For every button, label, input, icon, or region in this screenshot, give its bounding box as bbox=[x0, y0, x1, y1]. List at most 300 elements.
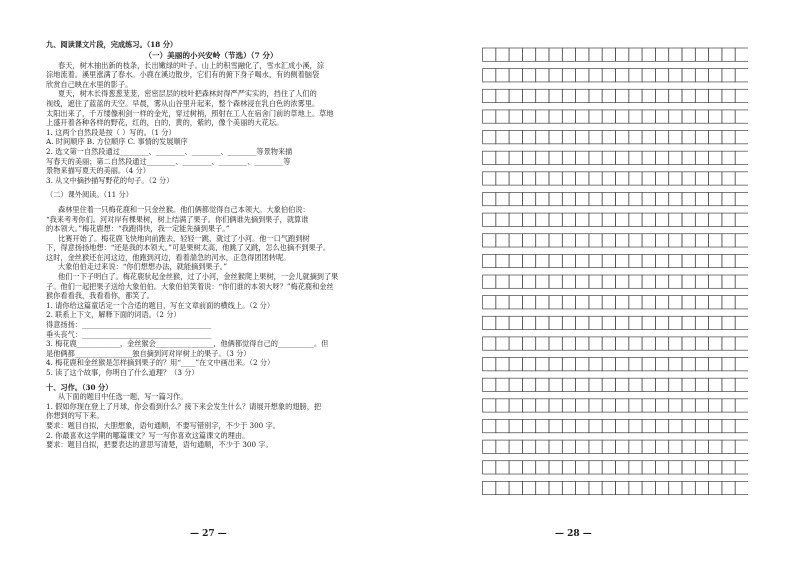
grid-cell bbox=[695, 48, 708, 61]
grid-cell bbox=[589, 378, 602, 391]
grid-cell bbox=[655, 254, 668, 267]
grid-cell bbox=[669, 69, 682, 82]
grid-cell bbox=[629, 192, 642, 205]
grid-cell bbox=[536, 481, 549, 494]
grid-cell bbox=[562, 316, 575, 329]
grid-cell bbox=[576, 399, 589, 412]
grid-cell bbox=[695, 378, 708, 391]
grid-cell bbox=[536, 296, 549, 309]
grid-cell bbox=[549, 254, 562, 267]
grid-cell bbox=[695, 419, 708, 432]
grid-cell bbox=[536, 275, 549, 288]
grid-cell bbox=[722, 69, 735, 82]
grid-cell bbox=[682, 399, 695, 412]
grid-cell bbox=[549, 419, 562, 432]
grid-cell bbox=[496, 110, 509, 123]
grid-cell bbox=[682, 337, 695, 350]
grid-cell bbox=[602, 275, 615, 288]
grid-cell bbox=[549, 192, 562, 205]
grid-cell bbox=[602, 461, 615, 474]
passage2-line: 这时，金丝猴还在河这边，他跑到河边，看着湍急的河水，正急得团团转呢。 bbox=[46, 252, 291, 262]
grid-cell bbox=[562, 89, 575, 102]
grid-cell bbox=[695, 89, 708, 102]
grid-cell bbox=[735, 316, 748, 329]
grid-cell bbox=[562, 440, 575, 453]
grid-cell bbox=[496, 358, 509, 371]
grid-cell bbox=[642, 358, 655, 371]
grid-cell bbox=[655, 192, 668, 205]
grid-cell bbox=[562, 110, 575, 123]
grid-cell bbox=[629, 110, 642, 123]
grid-cell bbox=[589, 461, 602, 474]
grid-cell bbox=[602, 419, 615, 432]
grid-cell bbox=[722, 254, 735, 267]
grid-cell bbox=[669, 399, 682, 412]
grid-cell bbox=[602, 69, 615, 82]
grid-cell bbox=[576, 481, 589, 494]
question-line: 5. 读了这个故事，你明白了什么道理？（3 分） bbox=[46, 368, 199, 377]
grid-cell bbox=[642, 481, 655, 494]
grid-cell bbox=[682, 48, 695, 61]
grid-cell bbox=[695, 399, 708, 412]
grid-cell bbox=[616, 481, 629, 494]
grid-cell bbox=[509, 419, 522, 432]
grid-cell bbox=[722, 234, 735, 247]
grid-cell bbox=[483, 419, 496, 432]
grid-cell bbox=[642, 254, 655, 267]
grid-cell bbox=[695, 192, 708, 205]
grid-cell bbox=[549, 234, 562, 247]
grid-cell bbox=[549, 358, 562, 371]
grid-cell bbox=[735, 296, 748, 309]
grid-cell bbox=[709, 461, 722, 474]
grid-cell bbox=[722, 358, 735, 371]
grid-cell bbox=[522, 110, 535, 123]
grid-cell bbox=[483, 48, 496, 61]
grid-cell bbox=[536, 110, 549, 123]
grid-cell bbox=[483, 213, 496, 226]
grid-cell bbox=[522, 296, 535, 309]
grid-cell bbox=[642, 399, 655, 412]
composition-line: 从下面的题目中任选一题，写一篇习作。 bbox=[58, 392, 188, 402]
grid-cell bbox=[602, 254, 615, 267]
grid-cell bbox=[709, 172, 722, 185]
grid-cell bbox=[616, 316, 629, 329]
grid-cell bbox=[483, 440, 496, 453]
grid-cell bbox=[669, 419, 682, 432]
passage2-line: 下，得意扬扬地想：“还是我的本领大。”可是果树太高，他跳了又跳，怎么也摘不到果子。 bbox=[46, 243, 331, 253]
grid-cell bbox=[536, 461, 549, 474]
grid-cell bbox=[483, 358, 496, 371]
grid-cell bbox=[509, 481, 522, 494]
grid-cell bbox=[682, 440, 695, 453]
grid-cell bbox=[522, 69, 535, 82]
passage2-line: 子。他们一起把果子送给大象伯伯。大象伯伯笑着说：“你们谁的本领大呀？”梅花鹿和金丝 bbox=[46, 281, 334, 291]
grid-cell bbox=[576, 69, 589, 82]
grid-cell bbox=[522, 461, 535, 474]
grid-cell bbox=[616, 151, 629, 164]
passage1-line: 上盛开着各种各样的野花，红的，白的，黄的，紫的，像个美丽的大花坛。 bbox=[46, 118, 284, 128]
grid-cell bbox=[576, 172, 589, 185]
grid-cell bbox=[562, 254, 575, 267]
grid-cell bbox=[536, 213, 549, 226]
grid-cell bbox=[509, 275, 522, 288]
grid-cell bbox=[709, 358, 722, 371]
grid-cell bbox=[616, 89, 629, 102]
grid-cell bbox=[536, 192, 549, 205]
grid-cell bbox=[536, 378, 549, 391]
grid-cell bbox=[616, 399, 629, 412]
grid-cell bbox=[709, 440, 722, 453]
grid-cell bbox=[496, 337, 509, 350]
grid-cell bbox=[642, 461, 655, 474]
grid-cell bbox=[589, 337, 602, 350]
grid-cell bbox=[509, 399, 522, 412]
grid-cell bbox=[709, 399, 722, 412]
grid-cell bbox=[562, 48, 575, 61]
composition-line: 要求：题目自拟，大胆想象，语句通顺，不要写错别字，不少于 300 字。 bbox=[46, 420, 280, 430]
grid-cell bbox=[522, 316, 535, 329]
grid-cell bbox=[655, 399, 668, 412]
grid-cell bbox=[602, 234, 615, 247]
grid-cell bbox=[562, 131, 575, 144]
grid-cell bbox=[509, 461, 522, 474]
grid-cell bbox=[682, 461, 695, 474]
grid-cell bbox=[669, 151, 682, 164]
grid-cell bbox=[642, 296, 655, 309]
grid-cell bbox=[576, 192, 589, 205]
grid-cell bbox=[576, 358, 589, 371]
grid-cell bbox=[722, 89, 735, 102]
grid-cell bbox=[722, 151, 735, 164]
grid-cell bbox=[682, 316, 695, 329]
grid-cell bbox=[602, 481, 615, 494]
grid-cell bbox=[522, 440, 535, 453]
question-line: A. 时间顺序 B. 方位顺序 C. 事情的发展顺序 bbox=[46, 137, 188, 147]
grid-cell bbox=[695, 296, 708, 309]
grid-cell bbox=[669, 481, 682, 494]
grid-cell bbox=[629, 419, 642, 432]
grid-cell bbox=[722, 48, 735, 61]
grid-cell bbox=[722, 172, 735, 185]
grid-cell bbox=[496, 69, 509, 82]
grid-cell bbox=[536, 234, 549, 247]
grid-cell bbox=[735, 151, 748, 164]
grid-cell bbox=[629, 378, 642, 391]
grid-cell bbox=[722, 316, 735, 329]
question-line: 4. 梅花鹿和金丝猴是怎样摘到果子的？用“____”在文中画出来。（2 分） bbox=[46, 358, 275, 368]
section10-header: 十、习作。（30 分） bbox=[46, 382, 113, 392]
grid-cell bbox=[655, 481, 668, 494]
grid-cell bbox=[496, 213, 509, 226]
grid-cell bbox=[496, 89, 509, 102]
grid-cell bbox=[735, 213, 748, 226]
grid-cell bbox=[629, 337, 642, 350]
grid-cell bbox=[722, 192, 735, 205]
grid-cell bbox=[522, 337, 535, 350]
grid-cell bbox=[709, 296, 722, 309]
grid-cell bbox=[642, 234, 655, 247]
grid-cell bbox=[602, 172, 615, 185]
grid-cell bbox=[642, 89, 655, 102]
composition bbox=[46, 392, 376, 450]
questions1 bbox=[46, 128, 376, 186]
grid-cell bbox=[655, 69, 668, 82]
grid-cell bbox=[669, 172, 682, 185]
grid-cell bbox=[735, 234, 748, 247]
grid-cell bbox=[549, 110, 562, 123]
grid-cell bbox=[669, 110, 682, 123]
grid-cell bbox=[695, 69, 708, 82]
grid-cell bbox=[655, 337, 668, 350]
grid-cell bbox=[522, 213, 535, 226]
grid-cell bbox=[722, 337, 735, 350]
grid-cell bbox=[642, 419, 655, 432]
grid-cell bbox=[496, 48, 509, 61]
grid-cell bbox=[522, 358, 535, 371]
grid-cell bbox=[602, 131, 615, 144]
grid-cell bbox=[616, 296, 629, 309]
grid-cell bbox=[509, 110, 522, 123]
question-line: 景物来描写夏天的美丽。（4 分） bbox=[46, 166, 150, 176]
grid-cell bbox=[562, 213, 575, 226]
grid-cell bbox=[589, 254, 602, 267]
grid-cell bbox=[509, 48, 522, 61]
grid-cell bbox=[562, 69, 575, 82]
grid-cell bbox=[483, 378, 496, 391]
grid-cell bbox=[735, 461, 748, 474]
grid-cell bbox=[589, 48, 602, 61]
grid-cell bbox=[562, 275, 575, 288]
grid-cell bbox=[589, 192, 602, 205]
passage1-line: 淙地流着。溪里涨满了春水。小鹿在溪边散步，它们有的俯下身子喝水，有的侧着脑袋 bbox=[46, 70, 320, 80]
grid-cell bbox=[655, 378, 668, 391]
grid-cell bbox=[735, 48, 748, 61]
grid-cell bbox=[642, 316, 655, 329]
grid-cell bbox=[669, 440, 682, 453]
grid-cell bbox=[629, 48, 642, 61]
question-line: 1. 请你给这篇童话定一个合适的题目，写在文章前面的横线上。（2 分） bbox=[46, 300, 275, 310]
grid-cell bbox=[509, 192, 522, 205]
grid-cell bbox=[602, 110, 615, 123]
grid-cell bbox=[629, 89, 642, 102]
grid-cell bbox=[616, 254, 629, 267]
grid-cell bbox=[642, 192, 655, 205]
grid-cell bbox=[722, 399, 735, 412]
grid-cell bbox=[735, 131, 748, 144]
question-line: 写春天的美丽；第二自然段通过________、________、________、________等 bbox=[46, 156, 291, 166]
grid-cell bbox=[616, 234, 629, 247]
grid-cell bbox=[669, 213, 682, 226]
grid-cell bbox=[695, 275, 708, 288]
grid-cell bbox=[642, 440, 655, 453]
writing-grid-svg bbox=[482, 47, 748, 501]
grid-cell bbox=[629, 316, 642, 329]
grid-cell bbox=[483, 275, 496, 288]
grid-cell bbox=[629, 234, 642, 247]
grid-cell bbox=[589, 275, 602, 288]
grid-cell bbox=[522, 131, 535, 144]
grid-cell bbox=[509, 234, 522, 247]
grid-cell bbox=[629, 399, 642, 412]
passage1-line: 夏天，树木长得葱葱茏茏，密密层层的枝叶把森林封得严严实实的，挡住了人们的 bbox=[58, 89, 317, 99]
grid-cell bbox=[722, 296, 735, 309]
grid-cell bbox=[655, 89, 668, 102]
grid-cell bbox=[496, 131, 509, 144]
grid-cell bbox=[629, 254, 642, 267]
grid-cell bbox=[642, 378, 655, 391]
composition-line: 要求：题目自拟，把要表达的意思写清楚，语句通顺，不少于 300 字。 bbox=[46, 440, 273, 450]
grid-cell bbox=[722, 419, 735, 432]
grid-cell bbox=[562, 234, 575, 247]
grid-cell bbox=[616, 378, 629, 391]
grid-cell bbox=[629, 69, 642, 82]
grid-cell bbox=[483, 234, 496, 247]
grid-cell bbox=[655, 275, 668, 288]
grid-cell bbox=[536, 399, 549, 412]
passage2-line: “我来考考你们。河对岸有棵果树，树上结满了果子。你们俩谁先摘到果子，就算谁 bbox=[46, 214, 309, 224]
grid-cell bbox=[695, 337, 708, 350]
grid-cell bbox=[682, 69, 695, 82]
grid-cell bbox=[642, 275, 655, 288]
grid-cell bbox=[549, 172, 562, 185]
grid-cell bbox=[695, 481, 708, 494]
grid-cell bbox=[536, 172, 549, 185]
question-line: 垂头丧气：____________________________________ bbox=[46, 329, 212, 339]
question-line: 得意扬扬：____________________________________ bbox=[46, 320, 212, 330]
grid-cell bbox=[642, 172, 655, 185]
grid-cell bbox=[589, 172, 602, 185]
grid-cell bbox=[576, 419, 589, 432]
grid-cell bbox=[616, 440, 629, 453]
grid-cell bbox=[616, 192, 629, 205]
grid-cell bbox=[695, 440, 708, 453]
grid-cell bbox=[642, 213, 655, 226]
grid-cell bbox=[509, 213, 522, 226]
grid-cell bbox=[695, 316, 708, 329]
grid-cell bbox=[576, 275, 589, 288]
grid-cell bbox=[642, 110, 655, 123]
grid-cell bbox=[562, 192, 575, 205]
grid-cell bbox=[576, 131, 589, 144]
grid-cell bbox=[509, 378, 522, 391]
grid-cell bbox=[549, 131, 562, 144]
grid-cell bbox=[509, 69, 522, 82]
grid-cell bbox=[483, 151, 496, 164]
grid-cell bbox=[602, 213, 615, 226]
grid-cell bbox=[616, 461, 629, 474]
grid-cell bbox=[669, 296, 682, 309]
grid-cell bbox=[576, 461, 589, 474]
grid-cell bbox=[576, 254, 589, 267]
grid-cell bbox=[709, 234, 722, 247]
grid-cell bbox=[483, 296, 496, 309]
grid-cell bbox=[496, 234, 509, 247]
grid-cell bbox=[709, 481, 722, 494]
grid-cell bbox=[483, 110, 496, 123]
grid-cell bbox=[709, 151, 722, 164]
grid-cell bbox=[602, 316, 615, 329]
grid-cell bbox=[655, 213, 668, 226]
grid-cell bbox=[682, 131, 695, 144]
grid-cell bbox=[562, 151, 575, 164]
grid-cell bbox=[629, 358, 642, 371]
grid-cell bbox=[562, 172, 575, 185]
passage1 bbox=[46, 61, 376, 128]
grid-cell bbox=[536, 48, 549, 61]
grid-cell bbox=[496, 440, 509, 453]
grid-cell bbox=[536, 69, 549, 82]
grid-cell bbox=[616, 213, 629, 226]
grid-cell bbox=[509, 89, 522, 102]
grid-cell bbox=[522, 419, 535, 432]
grid-cell bbox=[549, 89, 562, 102]
grid-cell bbox=[655, 172, 668, 185]
grid-cell bbox=[722, 213, 735, 226]
grid-cell bbox=[576, 213, 589, 226]
grid-cell bbox=[496, 481, 509, 494]
grid-cell bbox=[655, 48, 668, 61]
grid-cell bbox=[522, 48, 535, 61]
composition-line: 你想到的写下来。 bbox=[46, 411, 104, 421]
grid-cell bbox=[642, 337, 655, 350]
grid-cell bbox=[682, 192, 695, 205]
passage2-line: 大象伯伯走过来说：“你们想想办法，就能摘到果子。” bbox=[58, 262, 228, 272]
grid-cell bbox=[616, 69, 629, 82]
grid-cell bbox=[576, 89, 589, 102]
grid-cell bbox=[735, 378, 748, 391]
grid-cell bbox=[709, 110, 722, 123]
grid-cell bbox=[562, 461, 575, 474]
grid-cell bbox=[562, 378, 575, 391]
grid-cell bbox=[616, 48, 629, 61]
grid-cell bbox=[536, 358, 549, 371]
passage1-line: 春天，树木抽出新的枝条，长出嫩绿的叶子。山上的积雪融化了，雪水汇成小溪，淙 bbox=[58, 60, 324, 70]
grid-cell bbox=[549, 461, 562, 474]
grid-cell bbox=[735, 172, 748, 185]
question-line: 3. 从文中摘抄描写野花的句子。（2 分） bbox=[46, 175, 174, 185]
question-line: 2. 选文第一自然段通过________、________、________、________等景物来描 bbox=[46, 146, 293, 156]
grid-cell bbox=[616, 131, 629, 144]
grid-cell bbox=[522, 192, 535, 205]
grid-cell bbox=[722, 131, 735, 144]
grid-cell bbox=[669, 192, 682, 205]
grid-cell bbox=[682, 358, 695, 371]
part2-title: （二）课外阅读。（11 分） bbox=[46, 190, 133, 200]
grid-cell bbox=[589, 131, 602, 144]
grid-cell bbox=[655, 151, 668, 164]
grid-cell bbox=[602, 48, 615, 61]
grid-cell bbox=[589, 151, 602, 164]
grid-cell bbox=[682, 378, 695, 391]
grid-cell bbox=[589, 358, 602, 371]
grid-cell bbox=[682, 89, 695, 102]
grid-cell bbox=[589, 440, 602, 453]
grid-cell bbox=[602, 296, 615, 309]
grid-cell bbox=[669, 461, 682, 474]
grid-cell bbox=[509, 440, 522, 453]
grid-cell bbox=[496, 192, 509, 205]
grid-cell bbox=[496, 461, 509, 474]
passage2-line: 的本领大。”梅花鹿想：“我跑得快，我一定能先摘到果子。” bbox=[46, 224, 230, 234]
grid-cell bbox=[536, 316, 549, 329]
grid-cell bbox=[695, 131, 708, 144]
question-line: 是他俩都________________独自摘到河对岸树上的果子。（3 分） bbox=[46, 348, 251, 358]
grid-cell bbox=[562, 358, 575, 371]
grid-cell bbox=[522, 172, 535, 185]
grid-cell bbox=[576, 48, 589, 61]
grid-cell bbox=[735, 399, 748, 412]
